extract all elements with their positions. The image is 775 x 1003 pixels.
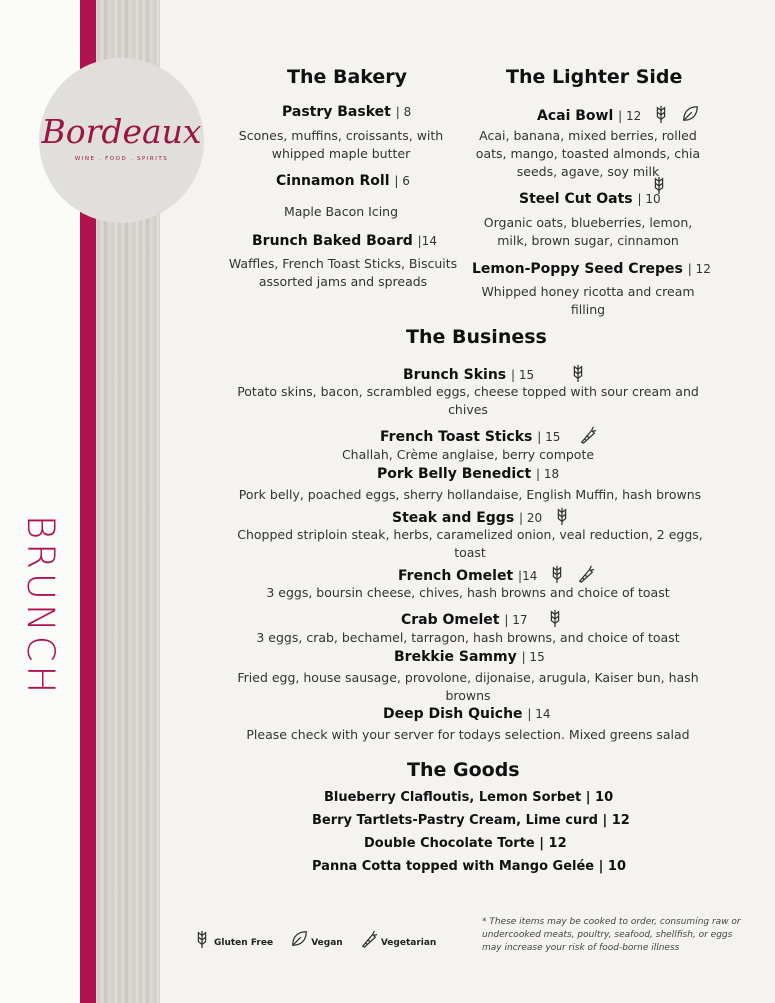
vegan-icon xyxy=(681,104,699,124)
menu-item-name: Lemon-Poppy Seed Crepes | 12 xyxy=(472,261,711,277)
menu-item-desc: Please check with your server for todays selection. Mixed greens salad xyxy=(246,727,690,742)
menu-item-desc: Waffles, French Toast Sticks, Biscuits assorted jams and spreads xyxy=(228,256,458,289)
menu-item-name: Pastry Basket | 8 xyxy=(282,104,412,120)
menu-item-name: Acai Bowl | 12 xyxy=(537,104,699,124)
vegan-icon xyxy=(290,929,308,949)
menu-item-name: Brunch Skins | 15 xyxy=(403,363,587,383)
vegetarian-icon xyxy=(579,425,597,445)
menu-item-desc: Organic oats, blueberries, lemon, milk, brown sugar, cinnamon xyxy=(483,215,693,248)
menu-item-desc: Fried egg, house sausage, provolone, dijonaise, arugula, Kaiser bun, hash browns xyxy=(237,670,699,703)
menu-item-desc: Scones, muffins, croissants, with whipped maple butter xyxy=(238,128,444,161)
menu-item-name: Cinnamon Roll | 6 xyxy=(276,173,410,189)
gluten-free-icon xyxy=(652,104,670,124)
menu-item-name: Brekkie Sammy | 15 xyxy=(394,649,545,665)
menu-item-desc: Challah, Crème anglaise, berry compote xyxy=(341,447,595,462)
logo-tagline: WINE . FOOD . SPIRITS xyxy=(74,156,169,162)
gluten-free-icon xyxy=(546,608,564,628)
menu-item-desc: 3 eggs, boursin cheese, chives, hash browns and choice of toast xyxy=(266,585,670,600)
gluten-free-icon xyxy=(548,564,566,584)
legend-vegan: Vegan xyxy=(290,929,343,949)
dessert-item: Blueberry Clafloutis, Lemon Sorbet | 10 xyxy=(324,790,614,805)
gluten-free-icon xyxy=(193,929,211,949)
goods-title: The Goods xyxy=(407,759,520,781)
gluten-free-icon xyxy=(553,506,571,526)
menu-item-desc: Maple Bacon Icing xyxy=(283,204,399,219)
menu-item-desc: Chopped striploin steak, herbs, caramelized onion, veal reduction, 2 eggs, toast xyxy=(237,527,703,560)
menu-item-name: Pork Belly Benedict | 18 xyxy=(377,466,560,482)
side-title xyxy=(12,515,72,705)
dietary-legend xyxy=(193,929,450,949)
menu-item-desc: Acai, banana, mixed berries, rolled oats, mango, toasted almonds, chia seeds, agave, soy milk xyxy=(475,128,701,179)
logo-wordmark: Bordeaux xyxy=(41,112,202,151)
legend-gluten-free: Gluten Free xyxy=(193,929,273,949)
food-safety-note: * These items may be cooked to order, consuming raw or undercooked meats, poultry, seafood, shellfish, or eggs may increase your risk of food-borne illness xyxy=(482,917,741,953)
dessert-item: Berry Tartlets-Pastry Cream, Lime curd | 12 xyxy=(312,813,630,828)
menu-item-name: French Omelet |14 xyxy=(398,564,595,584)
menu-item-name: Crab Omelet | 17 xyxy=(401,608,564,628)
menu-item-name: French Toast Sticks | 15 xyxy=(380,425,597,445)
menu-item-name: Steak and Eggs | 20 xyxy=(392,506,571,526)
vegetarian-icon xyxy=(360,929,378,949)
menu-item-desc: Whipped honey ricotta and cream filling xyxy=(481,284,695,317)
menu-item-desc: Potato skins, bacon, scrambled eggs, cheese topped with sour cream and chives xyxy=(237,384,699,417)
menu-item-desc: Pork belly, poached eggs, sherry hollandaise, English Muffin, hash browns xyxy=(238,487,702,502)
dessert-item: Double Chocolate Torte | 12 xyxy=(364,836,567,851)
business-title: The Business xyxy=(406,326,547,348)
vegetarian-icon xyxy=(577,564,595,584)
legend-vegetarian: Vegetarian xyxy=(360,929,437,949)
menu-item-name: Brunch Baked Board |14 xyxy=(252,233,437,249)
dessert-item: Panna Cotta topped with Mango Gelée | 10 xyxy=(312,859,627,874)
menu-item-name: Deep Dish Quiche | 14 xyxy=(383,706,551,722)
lighter-title: The Lighter Side xyxy=(506,66,683,88)
gluten-free-icon xyxy=(569,363,587,383)
side-title-text: BRUNCH xyxy=(19,515,62,698)
menu-item-name: Steel Cut Oats | 10 xyxy=(519,191,661,207)
bakery-title: The Bakery xyxy=(287,66,408,88)
menu-item-desc: 3 eggs, crab, bechamel, tarragon, hash browns, and choice of toast xyxy=(256,630,680,645)
logo xyxy=(39,58,204,223)
